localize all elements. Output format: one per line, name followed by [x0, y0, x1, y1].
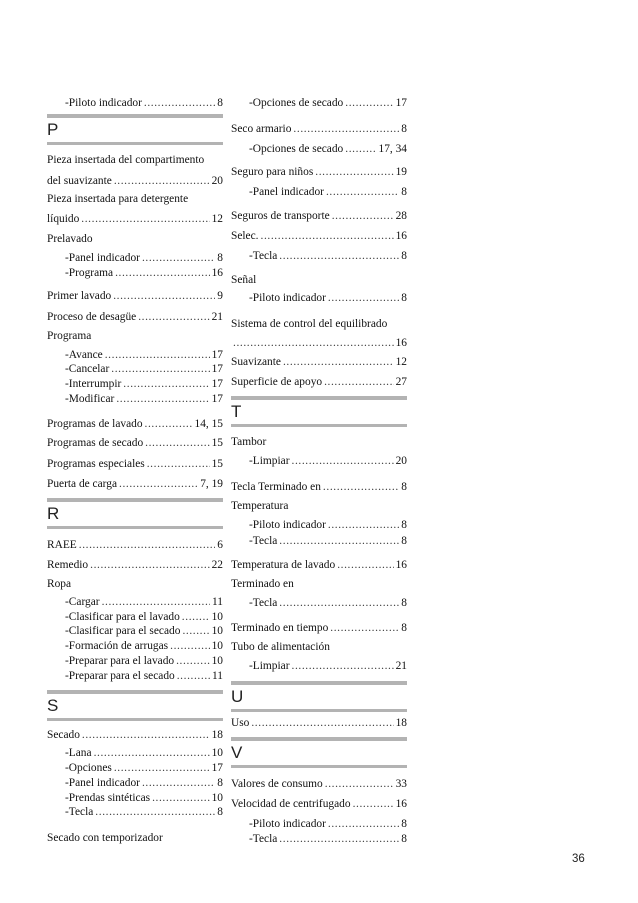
- entry-term: Sistema de control del equilibrado: [231, 318, 388, 330]
- entry-page: 17: [211, 393, 223, 405]
- entry-page: 15: [211, 437, 223, 449]
- entry-page: 10: [211, 640, 223, 652]
- index-subentry: [65, 393, 223, 406]
- dot-leader: [292, 455, 394, 468]
- index-subentry: [249, 186, 407, 199]
- index-subentry: [249, 292, 407, 305]
- section-bar-top: [47, 114, 223, 118]
- index-entry: [231, 481, 407, 494]
- dot-leader: [90, 559, 209, 572]
- entry-page: 16: [395, 559, 407, 571]
- index-entry: [231, 798, 407, 811]
- entry-page: 8: [401, 833, 407, 845]
- index-subentry: [249, 660, 407, 673]
- entry-term: del suavizante: [47, 175, 112, 187]
- index-subentry: [249, 833, 407, 846]
- index-subentry: [249, 535, 407, 548]
- entry-page: 8: [217, 806, 223, 818]
- entry-term: -Opciones de secado: [249, 143, 344, 155]
- index-entry: [47, 458, 223, 471]
- entry-page: 16: [395, 230, 407, 242]
- index-entry: [231, 641, 407, 654]
- index-entry: [231, 230, 407, 243]
- entry-page: 8: [401, 622, 407, 634]
- dot-leader: [116, 393, 209, 406]
- index-entry: [231, 717, 407, 730]
- dot-leader: [328, 292, 399, 305]
- dot-leader: [170, 640, 209, 653]
- entry-term: -Panel indicador: [65, 777, 140, 789]
- entry-page: 8: [401, 519, 407, 531]
- entry-page: 8: [217, 97, 223, 109]
- entry-page: 18: [211, 729, 223, 741]
- index-subentry: [249, 143, 407, 156]
- entry-term: -Tecla: [249, 597, 278, 609]
- entry-page: 10: [211, 611, 223, 623]
- dot-leader: [251, 717, 393, 730]
- entry-term: líquido: [47, 213, 80, 225]
- dot-leader: [176, 655, 210, 668]
- index-entry: [47, 213, 223, 226]
- index-entry: [231, 356, 407, 369]
- entry-term: Remedio: [47, 559, 89, 571]
- entry-term: Programas de lavado: [47, 418, 143, 430]
- entry-term: Terminado en tiempo: [231, 622, 329, 634]
- entry-page: 8: [401, 818, 407, 830]
- index-subentry: [65, 806, 223, 819]
- index-entry: [47, 154, 223, 167]
- dot-leader: [337, 559, 393, 572]
- index-entry: [47, 539, 223, 552]
- index-entry: [47, 559, 223, 572]
- dot-leader: [102, 596, 210, 609]
- entry-page: 17: [211, 363, 223, 375]
- entry-term: -Panel indicador: [249, 186, 324, 198]
- section-bar-bottom: [47, 142, 223, 145]
- index-entry: [231, 559, 407, 572]
- entry-term: Primer lavado: [47, 290, 112, 302]
- dot-leader: [328, 818, 399, 831]
- entry-page: 11: [212, 670, 223, 682]
- entry-term: -Piloto indicador: [249, 519, 326, 531]
- entry-term: Tecla Terminado en: [231, 481, 321, 493]
- entry-page: 8: [401, 292, 407, 304]
- index-entry: [231, 337, 407, 350]
- entry-term: -Limpiar: [249, 455, 290, 467]
- dot-leader: [345, 97, 393, 110]
- index-subentry: [65, 670, 223, 683]
- entry-term: -Prendas sintéticas: [65, 792, 151, 804]
- dot-leader: [323, 481, 399, 494]
- index-subentry: [249, 97, 407, 110]
- entry-term: Proceso de desagüe: [47, 311, 137, 323]
- entry-page: 14, 15: [194, 418, 223, 430]
- dot-leader: [144, 97, 215, 110]
- entry-term: Uso: [231, 717, 250, 729]
- entry-term: -Piloto indicador: [249, 818, 326, 830]
- dot-leader: [315, 166, 393, 179]
- entry-term: -Preparar para el lavado: [65, 655, 175, 667]
- entry-page: 11: [212, 596, 223, 608]
- dot-leader: [147, 458, 210, 471]
- index-subentry: [65, 349, 223, 362]
- entry-term: Secado: [47, 729, 80, 741]
- index-subentry: [249, 455, 407, 468]
- entry-page: 8: [217, 252, 223, 264]
- index-entry: [231, 318, 407, 331]
- dot-leader: [114, 175, 210, 188]
- index-entry: [231, 123, 407, 136]
- entry-page: 16: [395, 798, 407, 810]
- dot-leader: [332, 210, 394, 223]
- entry-page: 12: [395, 356, 407, 368]
- index-subentry: [65, 252, 223, 265]
- entry-term: Programas de secado: [47, 437, 144, 449]
- entry-page: 10: [211, 625, 223, 637]
- entry-term: -Preparar para el secado: [65, 670, 175, 682]
- dot-leader: [279, 833, 399, 846]
- index-entry: [231, 622, 407, 635]
- dot-leader: [152, 792, 210, 805]
- entry-term: Temperatura de lavado: [231, 559, 336, 571]
- entry-page: 27: [395, 376, 407, 388]
- entry-term: Pieza insertada para detergente: [47, 193, 189, 205]
- entry-page: 10: [211, 655, 223, 667]
- index-subentry: [65, 625, 223, 638]
- section-bar-bottom: [231, 709, 407, 712]
- entry-term: Velocidad de centrifugado: [231, 798, 351, 810]
- dot-leader: [293, 123, 399, 136]
- entry-page: 10: [211, 792, 223, 804]
- entry-page: 16: [211, 267, 223, 279]
- entry-page: 8: [401, 186, 407, 198]
- index-entry: [47, 418, 223, 431]
- section-bar-top: [231, 681, 407, 685]
- dot-leader: [119, 478, 198, 491]
- entry-term: -Clasificar para el secado: [65, 625, 181, 637]
- entry-page: 16: [395, 337, 407, 349]
- index-entry: [231, 500, 407, 513]
- section-bar-bottom: [47, 718, 223, 721]
- entry-page: 17: [211, 378, 223, 390]
- entry-term: Programa: [47, 330, 92, 342]
- dot-leader: [325, 778, 394, 791]
- section-bar-top: [231, 737, 407, 741]
- dot-leader: [177, 670, 210, 683]
- section-letter: S: [47, 696, 59, 715]
- index-entry: [47, 193, 223, 206]
- index-subentry: [65, 747, 223, 760]
- index-subentry: [65, 378, 223, 391]
- entry-term: -Interrumpir: [65, 378, 122, 390]
- entry-page: 20: [395, 455, 407, 467]
- entry-term: -Cancelar: [65, 363, 110, 375]
- dot-leader: [233, 337, 394, 350]
- entry-page: 22: [211, 559, 223, 571]
- entry-term: Selec.: [231, 230, 259, 242]
- entry-term: -Cargar: [65, 596, 100, 608]
- entry-term: Puerta de carga: [47, 478, 117, 490]
- entry-term: Prelavado: [47, 233, 93, 245]
- entry-term: Superficie de apoyo: [231, 376, 323, 388]
- entry-term: Programas especiales: [47, 458, 145, 470]
- index-entry: [47, 478, 223, 491]
- entry-term: Ropa: [47, 578, 72, 590]
- entry-term: -Tecla: [249, 535, 278, 547]
- entry-page: 6: [217, 539, 223, 551]
- entry-page: 17: [211, 762, 223, 774]
- entry-page: 9: [217, 290, 223, 302]
- index-entry: [231, 436, 407, 449]
- entry-page: 15: [211, 458, 223, 470]
- entry-page: 10: [211, 747, 223, 759]
- index-subentry: [65, 611, 223, 624]
- dot-leader: [345, 143, 376, 156]
- entry-page: 8: [401, 123, 407, 135]
- index-subentry: [65, 640, 223, 653]
- entry-term: -Panel indicador: [65, 252, 140, 264]
- entry-term: RAEE: [47, 539, 77, 551]
- dot-leader: [142, 252, 215, 265]
- entry-page: 8: [401, 481, 407, 493]
- dot-leader: [330, 622, 399, 635]
- index-entry: [231, 578, 407, 591]
- entry-term: -Clasificar para el lavado: [65, 611, 180, 623]
- section-bar-bottom: [231, 424, 407, 427]
- dot-leader: [111, 363, 209, 376]
- dot-leader: [261, 230, 394, 243]
- index-subentry: [65, 655, 223, 668]
- index-entry: [47, 832, 223, 845]
- entry-term: -Piloto indicador: [249, 292, 326, 304]
- index-entry: [231, 778, 407, 791]
- index-entry: [47, 233, 223, 246]
- entry-page: 8: [401, 597, 407, 609]
- dot-leader: [142, 777, 215, 790]
- section-bar-top: [231, 396, 407, 400]
- entry-term: Tambor: [231, 436, 267, 448]
- index-entry: [231, 274, 407, 287]
- dot-leader: [82, 729, 210, 742]
- entry-term: -Piloto indicador: [65, 97, 142, 109]
- dot-leader: [324, 376, 394, 389]
- entry-term: Seguros de transporte: [231, 210, 330, 222]
- index-subentry: [249, 818, 407, 831]
- entry-term: -Opciones: [65, 762, 112, 774]
- entry-page: 17: [395, 97, 407, 109]
- index-subentry: [65, 762, 223, 775]
- entry-page: 19: [395, 166, 407, 178]
- entry-term: Suavizante: [231, 356, 281, 368]
- dot-leader: [114, 762, 210, 775]
- entry-term: -Lana: [65, 747, 92, 759]
- entry-page: 21: [211, 311, 223, 323]
- dot-leader: [279, 597, 399, 610]
- entry-term: -Limpiar: [249, 660, 290, 672]
- dot-leader: [283, 356, 394, 369]
- entry-term: Valores de consumo: [231, 778, 323, 790]
- entry-page: 17: [211, 349, 223, 361]
- entry-term: -Programa: [65, 267, 114, 279]
- index-subentry: [65, 267, 223, 280]
- entry-term: -Tecla: [65, 806, 94, 818]
- entry-term: Seguro para niños: [231, 166, 314, 178]
- dot-leader: [182, 625, 209, 638]
- dot-leader: [353, 798, 394, 811]
- index-entry: [47, 330, 223, 343]
- entry-term: -Tecla: [249, 833, 278, 845]
- entry-term: Temperatura: [231, 500, 289, 512]
- entry-page: 8: [401, 250, 407, 262]
- dot-leader: [326, 186, 399, 199]
- index-entry: [47, 578, 223, 591]
- entry-term: Terminado en: [231, 578, 294, 590]
- section-letter: V: [231, 743, 243, 762]
- entry-term: Seco armario: [231, 123, 292, 135]
- entry-page: 8: [217, 777, 223, 789]
- index-subentry: [249, 250, 407, 263]
- section-bar-bottom: [47, 526, 223, 529]
- dot-leader: [145, 437, 209, 450]
- dot-leader: [81, 213, 209, 226]
- dot-leader: [79, 539, 216, 552]
- entry-term: -Formación de arrugas: [65, 640, 169, 652]
- entry-page: 33: [395, 778, 407, 790]
- entry-page: 18: [395, 717, 407, 729]
- section-letter: T: [231, 402, 242, 421]
- entry-term: -Tecla: [249, 250, 278, 262]
- index-entry: [231, 210, 407, 223]
- entry-term: Señal: [231, 274, 257, 286]
- entry-page: 17, 34: [378, 143, 407, 155]
- index-subentry: [249, 597, 407, 610]
- dot-leader: [115, 267, 210, 280]
- section-letter: P: [47, 120, 59, 139]
- entry-term: Pieza insertada del compartimento: [47, 154, 205, 166]
- index-subentry: [65, 596, 223, 609]
- dot-leader: [95, 806, 215, 819]
- entry-term: -Modificar: [65, 393, 115, 405]
- section-letter: R: [47, 504, 60, 523]
- section-bar-top: [47, 498, 223, 502]
- index-subentry: [249, 519, 407, 532]
- index-entry: [47, 290, 223, 303]
- entry-page: 28: [395, 210, 407, 222]
- dot-leader: [292, 660, 394, 673]
- dot-leader: [145, 418, 193, 431]
- entry-page: 7, 19: [200, 478, 223, 490]
- index-subentry: [65, 777, 223, 790]
- index-entry: [47, 729, 223, 742]
- section-bar-top: [47, 690, 223, 694]
- dot-leader: [113, 290, 215, 303]
- page-number: 36: [572, 853, 585, 865]
- dot-leader: [279, 535, 399, 548]
- index-entry: [47, 311, 223, 324]
- dot-leader: [182, 611, 210, 624]
- entry-page: 8: [401, 535, 407, 547]
- dot-leader: [94, 747, 210, 760]
- dot-leader: [138, 311, 209, 324]
- dot-leader: [123, 378, 209, 391]
- index-entry: [47, 437, 223, 450]
- index-entry: [231, 376, 407, 389]
- entry-page: 21: [395, 660, 407, 672]
- dot-leader: [105, 349, 210, 362]
- section-bar-bottom: [231, 765, 407, 768]
- index-subentry: [65, 97, 223, 110]
- entry-term: Tubo de alimentación: [231, 641, 330, 653]
- index-entry: [47, 175, 223, 188]
- section-letter: U: [231, 687, 244, 706]
- entry-page: 12: [211, 213, 223, 225]
- index-subentry: [65, 363, 223, 376]
- dot-leader: [279, 250, 399, 263]
- entry-term: Secado con temporizador: [47, 832, 163, 844]
- dot-leader: [328, 519, 399, 532]
- index-entry: [231, 166, 407, 179]
- entry-term: -Avance: [65, 349, 103, 361]
- entry-page: 20: [211, 175, 223, 187]
- index-subentry: [65, 792, 223, 805]
- entry-term: -Opciones de secado: [249, 97, 344, 109]
